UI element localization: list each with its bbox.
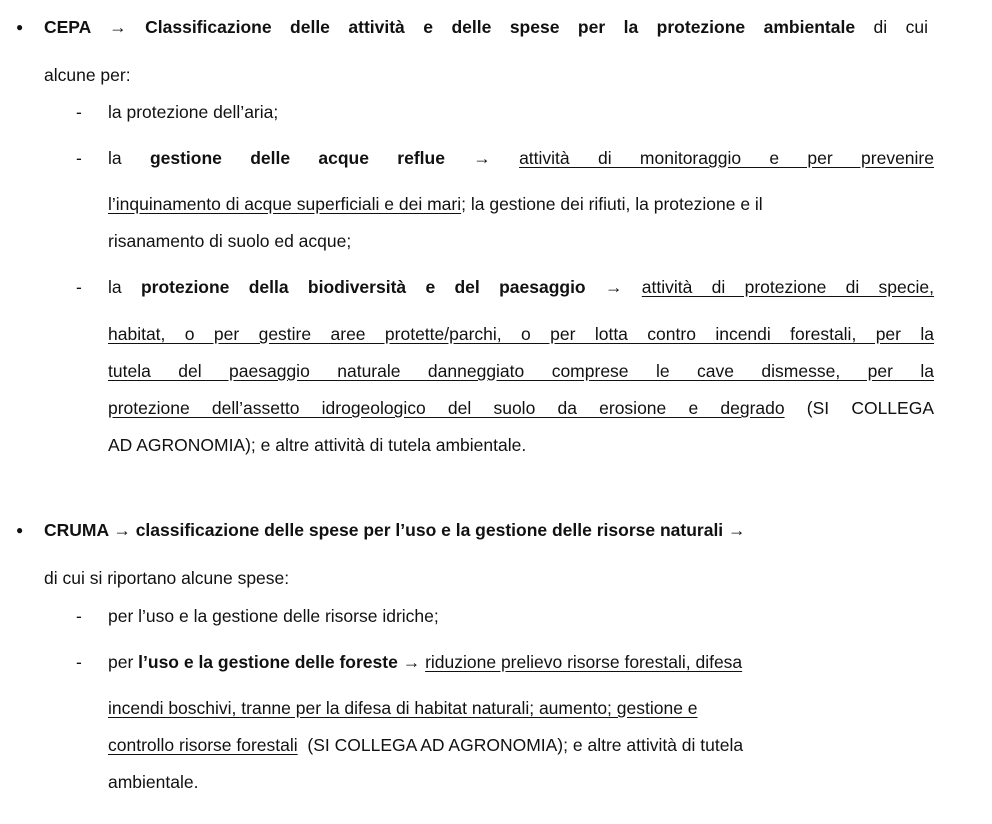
cepa-item-water-line1 [108,147,934,169]
underlined-text: controllo risorse forestali [108,735,298,755]
underlined-text: incendi boschivi, tranne per la difesa di habitat naturali; aumento; gestione e [108,698,698,718]
cepa-item-bio-line4 [108,397,934,419]
underlined-text: protezione dell’assetto idrogeologico del suolo da erosione e degrado [108,398,785,418]
cepa-item-bio-line2 [108,323,934,345]
text: la [108,277,141,297]
cepa-item-bio-line3 [108,360,934,382]
dash-marker: - [76,606,82,626]
underlined-text: tutela del paesaggio naturale danneggiato comprese le cave dismesse, per la [108,361,934,381]
bullet-icon: ● [16,523,24,537]
emphasis: protezione della biodiversità e del paesaggio [140,277,586,297]
cepa-item-water-line2 [108,193,763,215]
dash-marker: - [76,277,82,297]
text: la [108,148,150,168]
cepa-item-air: la protezione dell’aria; [108,102,279,122]
underlined-text: attività di protezione di specie, [641,277,934,297]
cepa-item-bio-line5: AD AGRONOMIA); e altre attività di tutela ambientale. [108,435,527,455]
dash-marker: - [76,148,82,168]
emphasis: gestione delle acque reflue [149,148,445,168]
bullet-icon: ● [16,20,24,34]
underlined-text: l’inquinamento di acque superficiali e dei mari [108,194,462,214]
cepa-heading-tail: di cui [855,17,928,37]
cruma-item-forest-line3 [108,734,743,756]
cruma-intro: di cui si riportano alcune spese: [44,568,290,588]
arrow: → [444,148,520,168]
cruma-heading-bold: CRUMA → classificazione delle spese per l’uso e la gestione delle risorse naturali → [44,520,746,540]
cruma-item-forest-line2 [108,697,698,719]
underlined-text: attività di monitoraggio e per prevenire [519,148,934,168]
cepa-intro: alcune per: [44,65,131,85]
cruma-item-forest-line4: ambientale. [108,772,199,792]
cepa-heading-bold: CEPA → Classificazione delle attività e delle spese per la protezione ambientale [44,17,856,37]
emphasis: l’uso e la gestione delle foreste [138,652,398,672]
dash-marker: - [76,652,82,672]
underlined-text: riduzione prelievo risorse forestali, difesa [425,652,743,672]
cruma-item-forest-line1 [108,651,742,673]
text: (SI COLLEGA [784,398,934,418]
dash-marker: - [76,102,82,122]
cruma-item-water: per l’uso e la gestione delle risorse idriche; [108,606,439,626]
arrow: → [585,277,642,297]
cepa-item-bio-line1 [108,276,934,298]
text: ; la gestione dei rifiuti, la protezione e il [461,194,763,214]
text: (SI COLLEGA AD AGRONOMIA); e altre attività di tutela [297,735,744,755]
cepa-item-water-line3: risanamento di suolo ed acque; [108,231,352,251]
arrow: → [397,652,426,672]
cruma-heading [44,519,746,541]
text: per [108,652,139,672]
cepa-heading [44,16,928,38]
underlined-text: habitat, o per gestire aree protette/parchi, o per lotta contro incendi forestali, per la [108,324,934,344]
